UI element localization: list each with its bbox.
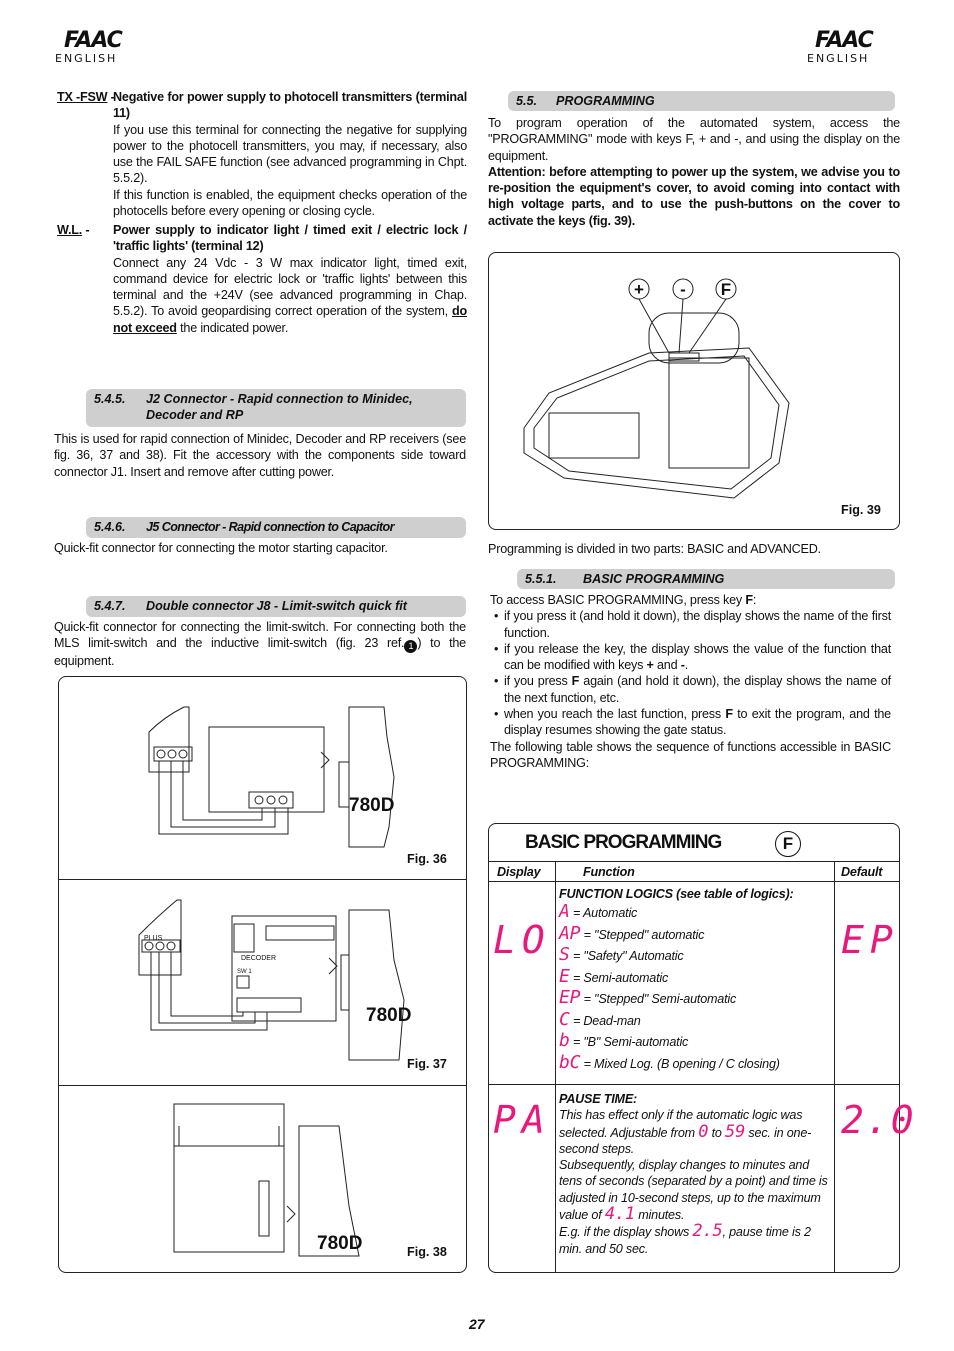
function-logics-cell — [559, 886, 831, 1074]
pause-to: to — [711, 1125, 722, 1140]
txfsw-paragraph-2: If this function is enabled, the equipment checks operation of the photocells before every opening or closing cycle. — [113, 187, 467, 219]
txfsw-block — [57, 89, 467, 219]
section-5-5-1-heading — [517, 569, 895, 589]
bullet-4 — [490, 706, 891, 739]
wl-emphasis: do not exceed — [113, 304, 467, 335]
pause-text-2: sec. in one-second steps. — [559, 1125, 812, 1156]
logic-code: A — [559, 901, 570, 923]
fig37-wiring-diagram — [59, 880, 466, 1085]
attention-note: Attention: before attempting to power up the system, we advise you to re-position the equipment's cover, to avoid coming into contact with high voltage parts, and to use the push-buttons on the cover to activate the keys (fig. 39). — [488, 164, 900, 228]
section-5-4-5-body: This is used for rapid connection of Minidec, Decoder and RP receivers (see fig. 36, 37 and 38). Fit the accessory with the components side toward connector J1. Insert and remove after cutting power. — [54, 432, 466, 479]
fig36-wiring-diagram — [59, 677, 466, 879]
plus-key-label: + — [634, 280, 644, 299]
key-f: F — [571, 674, 580, 689]
section-title: J5 Connector - Rapid connection to Capacitor — [146, 520, 394, 534]
wl-paragraph-end: the indicated power. — [180, 320, 289, 335]
row-divider — [489, 1084, 899, 1085]
faac-logo-right: FAAC — [815, 28, 873, 53]
logic-description: = "Stepped" Semi-automatic — [583, 992, 737, 1007]
logic-item — [559, 988, 831, 1010]
board-label: 780D — [349, 795, 395, 816]
fig39-equipment-drawing — [489, 253, 899, 529]
ref-badge: 1 — [404, 640, 417, 653]
txfsw-paragraph-1: If you use this terminal for connecting the negative for supplying power to the photocell transmitters, you may, if necessary, also use the FAIL SAFE function (see advanced programming in Chpt. 5.5.2). — [113, 122, 467, 186]
txfsw-term: TX -FSW — [57, 90, 108, 104]
body-text: Quick-fit connector for connecting the limit-switch. For connecting both the MLS limit-switch and the inductive limit-switch (fig. 23 ref. — [54, 620, 466, 651]
bullet-and: and — [656, 658, 678, 673]
body-text-end: ) to the equipment. — [54, 636, 466, 669]
logic-description: = "Stepped" automatic — [583, 927, 705, 942]
pause-time-heading: PAUSE TIME: — [559, 1092, 638, 1106]
bullet-text-end: to exit the program, and the display resumes showing the gate status. — [504, 707, 891, 738]
intro-text: To access BASIC PROGRAMMING, press key — [490, 593, 743, 607]
pause-text: This has effect only if the automatic logic was selected. Adjustable from — [559, 1108, 803, 1140]
f-key-icon: F — [775, 831, 801, 857]
col-function: Function — [583, 865, 635, 879]
board-label: 780D — [317, 1233, 363, 1254]
txfsw-sep: - — [107, 90, 115, 104]
section-5-5-body — [488, 115, 900, 229]
pause-max-value: 59 — [725, 1121, 746, 1142]
logic-item — [559, 1010, 831, 1032]
logic-code: b — [559, 1030, 570, 1052]
logic-item — [559, 924, 831, 946]
display-pa: PA — [493, 1098, 551, 1142]
logic-code: EP — [559, 987, 581, 1009]
bullet-text: when you reach the last function, press — [504, 707, 721, 722]
bullet-text: if you release the key, the display shows the value of the function that can be modified with keys — [504, 641, 891, 673]
pause-text-3: Subsequently, display changes to minutes and tens of seconds (separated by a point) and time is adjusted in 10-second steps, up to the maximum value of — [559, 1158, 828, 1223]
bullet-text: if you press — [504, 674, 568, 689]
fig39-label: Fig. 39 — [841, 503, 881, 517]
function-logics-heading: FUNCTION LOGICS (see table of logics): — [559, 887, 794, 901]
f-key-label: F — [720, 280, 732, 299]
wl-sep: - — [82, 223, 90, 237]
page-number: 27 — [469, 1316, 485, 1332]
bullet-2 — [490, 641, 891, 674]
logic-description: = Dead-man — [572, 1013, 641, 1028]
table-intro: The following table shows the sequence of functions accessible in BASIC PROGRAMMING: — [490, 739, 891, 770]
logic-item — [559, 1031, 831, 1053]
logic-code: bC — [559, 1051, 581, 1073]
key-f: F — [725, 707, 733, 722]
section-number: 5.5. — [516, 94, 538, 108]
language-label-left: ENGLISH — [55, 52, 118, 65]
key-f: F — [745, 593, 753, 607]
section-5-4-7-body — [54, 619, 466, 670]
decoder-label: DECODER — [241, 955, 277, 962]
intro-colon: : — [752, 593, 757, 607]
section-title: Double connector J8 - Limit-switch quick fit — [146, 599, 407, 613]
section-title: J2 Connector - Rapid connection to Minidec, Decoder and RP — [146, 392, 413, 422]
logic-code: E — [559, 965, 570, 987]
pause-example: E.g. if the display shows — [559, 1225, 690, 1240]
logic-description: = Semi-automatic — [572, 970, 669, 985]
section-number: 5.4.6. — [94, 520, 126, 534]
logic-item — [559, 967, 831, 989]
logic-description: = "B" Semi-automatic — [572, 1035, 689, 1050]
fig36-label: Fig. 36 — [407, 852, 447, 866]
wl-title: Power supply to indicator light / timed exit / electric lock / 'traffic lights' (terminal 12) — [113, 223, 467, 254]
pause-min-value: 0 — [698, 1121, 709, 1142]
pause-example-end: , pause time is 2 min. and 50 sec. — [559, 1225, 811, 1256]
key-plus: + — [646, 658, 654, 673]
pause-text-4: minutes. — [638, 1208, 685, 1223]
section-5-5-1-body — [490, 592, 891, 771]
header-rule-top — [489, 861, 899, 862]
col-display: Display — [497, 865, 541, 879]
logic-description: = Mixed Log. (B opening / C closing) — [583, 1056, 780, 1071]
pause-time-cell — [559, 1091, 831, 1257]
logic-items-list — [559, 902, 831, 1074]
logic-item — [559, 1053, 831, 1075]
txfsw-title: Negative for power supply to photocell transmitters (terminal 11) — [113, 90, 467, 121]
bullet-end: . — [684, 658, 689, 673]
section-number: 5.4.5. — [94, 392, 126, 406]
sw1-label: SW 1 — [237, 969, 252, 975]
logic-description: = "Safety" Automatic — [572, 949, 684, 964]
logic-item — [559, 945, 831, 967]
section-number: 5.5.1. — [525, 572, 557, 586]
wl-term: W.L. — [57, 223, 83, 237]
fig38-wiring-diagram — [59, 1086, 466, 1274]
fig37-label: Fig. 37 — [407, 1057, 447, 1071]
col-default: Default — [841, 865, 883, 879]
fig39-panel — [488, 252, 900, 530]
section-5-4-6-heading — [86, 517, 466, 538]
logic-code: S — [559, 944, 570, 966]
fig38-label: Fig. 38 — [407, 1245, 447, 1259]
key-minus: - — [680, 658, 685, 673]
minus-key-label: - — [680, 280, 686, 299]
col-divider-1 — [555, 861, 556, 1272]
default-ep: EP — [841, 918, 899, 962]
section-title: BASIC PROGRAMMING — [583, 572, 725, 586]
bullet-3 — [490, 673, 891, 706]
wl-block — [57, 222, 467, 336]
section-5-4-6-body: Quick-fit connector for connecting the motor starting capacitor. — [54, 541, 388, 555]
programming-intro: To program operation of the automated system, access the "PROGRAMMING" mode with keys F, + and -, and using the display on the equipment. — [488, 116, 900, 163]
programming-divided-text: Programming is divided in two parts: BASIC and ADVANCED. — [488, 542, 821, 556]
plus-label: PLUS — [144, 935, 163, 942]
section-title: PROGRAMMING — [556, 94, 655, 108]
pause-max-minutes: 4.1 — [604, 1204, 635, 1225]
wl-paragraph: Connect any 24 Vdc - 3 W max indicator light, timed exit, command device for electric lock or 'traffic lights' between this terminal and the +24V (see advanced programming in Chap. 5.5.2). To avoid geopardising correct operation of the system, — [113, 255, 467, 319]
default-2-0: 2.0 — [841, 1098, 916, 1142]
basic-programming-table — [488, 823, 916, 1273]
logic-item — [559, 902, 831, 924]
header-rule-bottom — [489, 881, 899, 882]
display-lo: LO — [493, 918, 551, 962]
logic-description: = Automatic — [572, 906, 638, 921]
logic-code: C — [559, 1008, 570, 1030]
section-5-4-5-heading — [86, 389, 466, 427]
section-5-4-7-heading — [86, 596, 466, 617]
col-divider-2 — [834, 861, 835, 1272]
logic-code: AP — [559, 922, 581, 944]
pause-example-value: 2.5 — [692, 1221, 723, 1242]
figures-36-38-panel — [58, 676, 467, 1273]
language-label-right: ENGLISH — [807, 52, 870, 65]
table-title: BASIC PROGRAMMING — [525, 832, 722, 853]
section-number: 5.4.7. — [94, 599, 126, 613]
section-5-5-heading — [508, 91, 895, 111]
faac-logo-left: FAAC — [64, 28, 122, 53]
board-label: 780D — [366, 1005, 412, 1026]
bullet-text-end: again (and hold it down), the display shows the name of the next function, etc. — [504, 674, 891, 705]
bullet-1: • if you press it (and hold it down), the display shows the name of the first function. — [490, 608, 891, 641]
